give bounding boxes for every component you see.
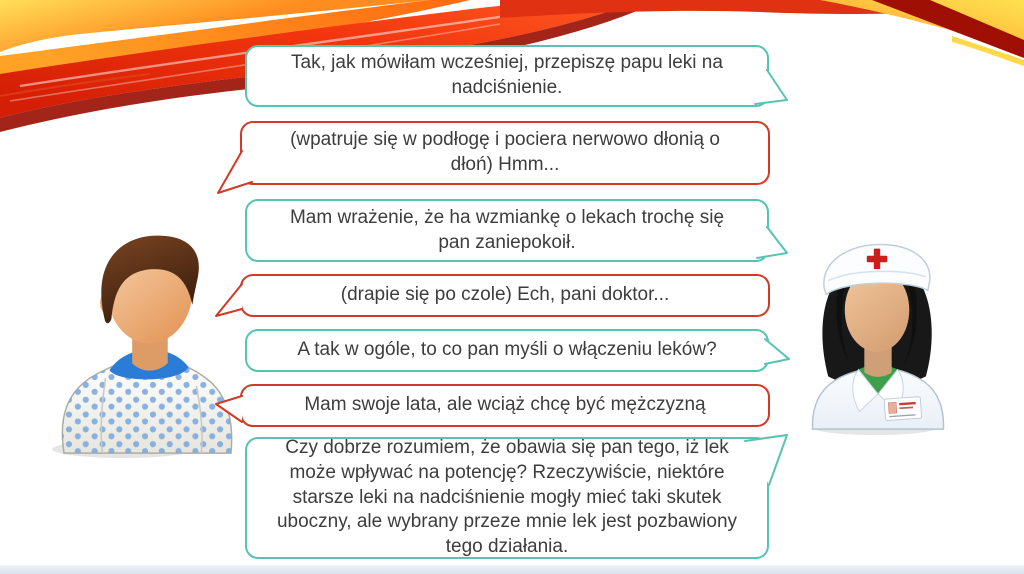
bottom-strip — [0, 565, 1024, 574]
speech-bubble-doctor-1 — [245, 45, 769, 107]
bubble-tail — [741, 68, 789, 118]
bubble-tail — [743, 433, 803, 493]
doctor-id-badge — [884, 397, 922, 421]
speech-bubble-patient-1 — [240, 121, 770, 185]
speech-bubble-patient-2 — [240, 274, 770, 317]
speech-text: Czy dobrze rozumiem, że obawia się pan tego, iż lek może wpływać na potencję? Rzeczywiście, niektóre starsze leki na nadciśnienie mogły mieć taki skutek uboczny, ale wybrany przeze mnie lek jest pozbawiony tego działania. — [276, 437, 738, 558]
speech-bubble-patient-3 — [240, 384, 770, 427]
speech-text: Tak, jak mówiłam wcześniej, przepiszę papu leki na nadciśnienie. — [291, 52, 723, 98]
bubble-tail — [216, 147, 268, 197]
speech-bubble-doctor-4 — [245, 437, 769, 559]
speech-text: A tak w ogóle, to co pan myśli o włączeniu leków? — [297, 339, 717, 361]
bubble-tail — [741, 223, 789, 273]
doctor-figure — [804, 226, 952, 436]
bubble-tail — [214, 390, 266, 430]
speech-text: (wpatruje się w podłogę i pociera nerwowo dłonią o dłoń) Hmm... — [290, 129, 720, 175]
bubble-tail — [743, 335, 791, 371]
speech-text: Mam wrażenie, że ha wzmiankę o lekach trochę się pan zaniepokoił. — [289, 206, 725, 253]
speech-text: Mam swoje lata, ale wciąż chcę być mężczyzną — [304, 394, 706, 416]
speech-bubble-doctor-3 — [245, 329, 769, 372]
bubble-tail — [214, 280, 266, 320]
speech-bubble-doctor-2 — [245, 199, 769, 262]
speech-text: (drapie się po czole) Ech, pani doktor... — [340, 284, 670, 306]
